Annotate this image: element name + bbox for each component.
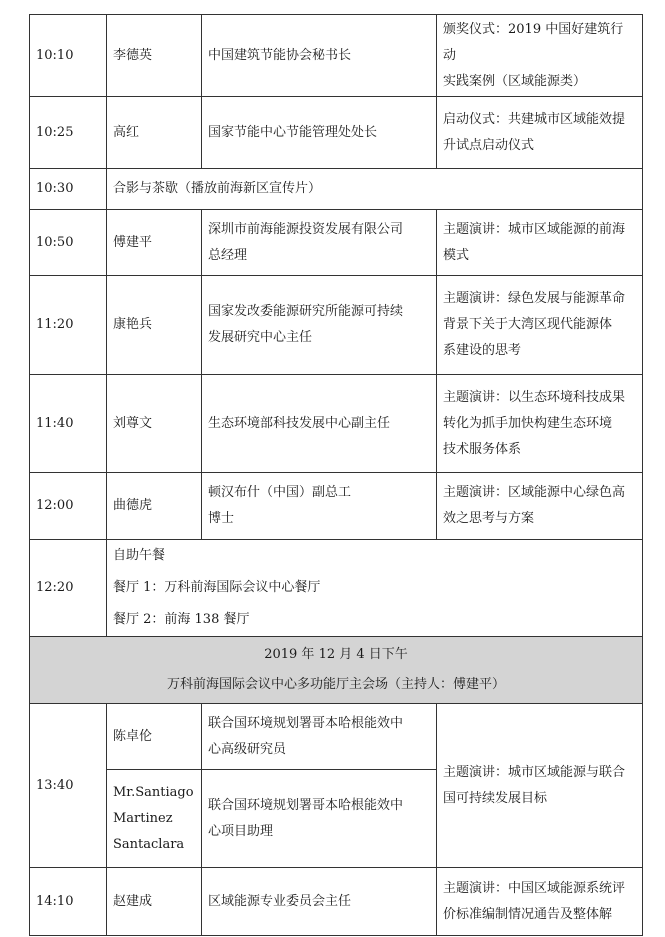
time-cell: 11:40 [30,375,107,473]
table-row [30,15,643,97]
speaker-title: 联合国环境规划署哥本哈根能效中 心高级研究员 [202,704,437,770]
time-cell: 12:00 [30,473,107,540]
session-topic: 主题演讲：城市区域能源与联合 国可持续发展目标 [437,704,643,868]
speaker-title: 国家发改委能源研究所能源可持续 发展研究中心主任 [202,276,437,375]
time-cell: 12:20 [30,540,107,637]
table-row [30,473,643,540]
time-cell: 14:10 [30,868,107,936]
table-row [30,540,643,637]
speaker-title: 生态环境部科技发展中心副主任 [202,375,437,473]
table-row [30,375,643,473]
agenda-table [29,14,643,936]
speaker-title: 中国建筑节能协会秘书长 [202,15,437,97]
speaker-name: 曲德虎 [107,473,202,540]
speaker-title: 国家节能中心节能管理处处长 [202,97,437,169]
time-cell: 10:10 [30,15,107,97]
time-cell: 10:25 [30,97,107,169]
table-row [30,276,643,375]
section-header-row [30,637,643,704]
lunch-note: 自助午餐 餐厅 1：万科前海国际会议中心餐厅 餐厅 2：前海 138 餐厅 [107,540,643,637]
time-cell: 10:50 [30,210,107,276]
table-row [30,97,643,169]
session-topic: 主题演讲：区域能源中心绿色高 效之思考与方案 [437,473,643,540]
speaker-name: 傅建平 [107,210,202,276]
table-row [30,704,643,770]
speaker-name: 刘尊文 [107,375,202,473]
time-cell: 13:40 [30,704,107,868]
section-venue: 万科前海国际会议中心多功能厅主会场（主持人：傅建平） [166,677,505,692]
section-header [30,637,643,704]
speaker-name: 赵建成 [107,868,202,936]
speaker-name: 陈卓伦 [107,704,202,770]
session-topic: 主题演讲：中国区域能源系统评 价标准编制情况通告及整体解 [437,868,643,936]
speaker-name: Mr.Santiago Martinez Santaclara [107,770,202,868]
table-row [30,169,643,210]
speaker-title: 深圳市前海能源投资发展有限公司 总经理 [202,210,437,276]
table-row [30,868,643,936]
time-cell: 10:30 [30,169,107,210]
session-topic: 主题演讲：城市区域能源的前海 模式 [437,210,643,276]
section-date: 2019 年 12 月 4 日下午 [264,647,408,662]
speaker-name: 高红 [107,97,202,169]
time-cell: 11:20 [30,276,107,375]
table-row [30,210,643,276]
speaker-title: 联合国环境规划署哥本哈根能效中 心项目助理 [202,770,437,868]
session-topic: 颁奖仪式：2019 中国好建筑行动 实践案例（区域能源类） [437,15,643,97]
session-topic: 启动仪式：共建城市区域能效提 升试点启动仪式 [437,97,643,169]
speaker-name: 康艳兵 [107,276,202,375]
session-topic: 主题演讲：以生态环境科技成果 转化为抓手加快构建生态环境 技术服务体系 [437,375,643,473]
speaker-title: 区域能源专业委员会主任 [202,868,437,936]
break-note: 合影与茶歇（播放前海新区宣传片） [107,169,643,210]
speaker-name: 李德英 [107,15,202,97]
speaker-title: 顿汉布什（中国）副总工 博士 [202,473,437,540]
session-topic: 主题演讲：绿色发展与能源革命 背景下关于大湾区现代能源体 系建设的思考 [437,276,643,375]
